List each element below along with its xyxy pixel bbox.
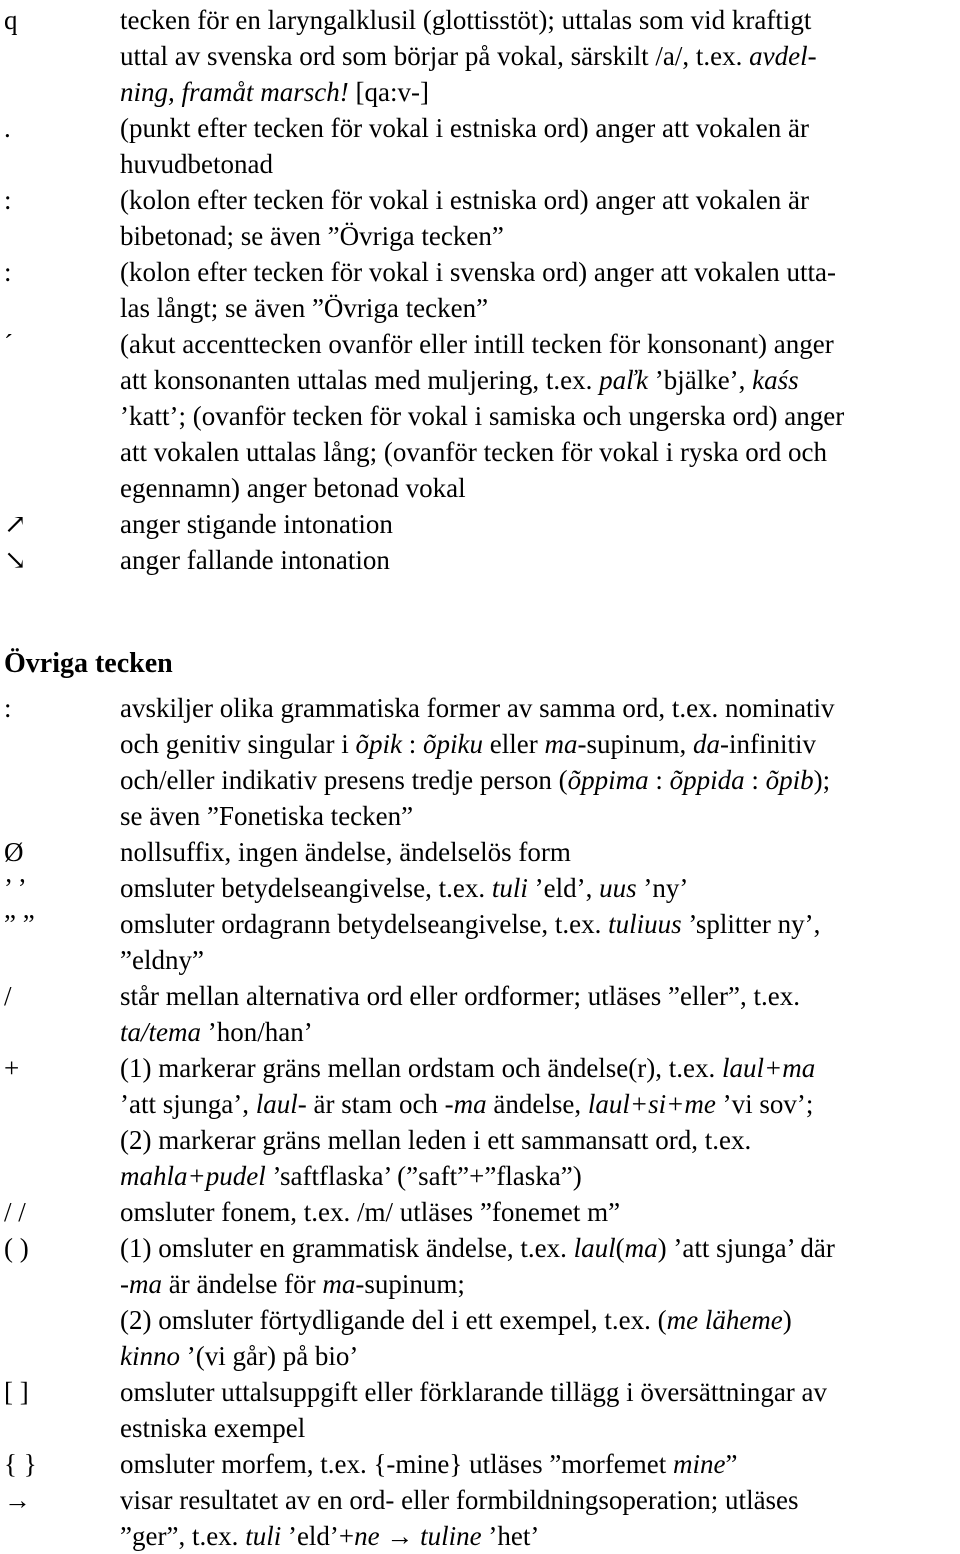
entry-definition xyxy=(120,690,950,834)
entry-definition xyxy=(120,834,950,870)
definition-line: ”ger”, t.ex. tuli ’eld’+ne → tuline ’het’ xyxy=(120,1521,540,1551)
entry-symbol: { } xyxy=(4,1449,37,1479)
definition-line: omsluter uttalsuppgift eller förklarande tillägg i översättningar av xyxy=(120,1377,828,1407)
entry-symbol: ↗ xyxy=(4,509,27,539)
entry-symbol: Ø xyxy=(4,837,24,867)
definition-line: står mellan alternativa ord eller ordformer; utläses ”eller”, t.ex. xyxy=(120,981,800,1011)
entry-definition xyxy=(120,1194,950,1230)
definition-line: ’att sjunga’, laul- är stam och -ma ändelse, laul+si+me ’vi sov’; xyxy=(120,1089,814,1119)
definition-line: (akut accenttecken ovanför eller intill tecken för konsonant) anger xyxy=(120,329,834,359)
entry-definition xyxy=(120,1230,950,1374)
definition-line: att vokalen uttalas lång; (ovanför tecken för vokal i ryska ord och xyxy=(120,437,828,467)
definition-line: anger stigande intonation xyxy=(120,509,393,539)
definition-line: ’katt’; (ovanför tecken för vokal i samiska och ungerska ord) anger xyxy=(120,401,845,431)
definition-line: ning, framåt marsch! [qa:v-] xyxy=(120,77,429,107)
section-heading: Övriga tecken xyxy=(4,648,173,679)
entry-definition xyxy=(120,506,950,542)
entry-definition xyxy=(120,1050,950,1194)
definition-line: -ma är ändelse för ma-supinum; xyxy=(120,1269,465,1299)
definition-line: att konsonanten uttalas med muljering, t.ex. paľk ’bjälke’, kaśs xyxy=(120,365,799,395)
definition-line: visar resultatet av en ord- eller formbildningsoperation; utläses xyxy=(120,1485,799,1515)
definition-line: omsluter betydelseangivelse, t.ex. tuli ’eld’, uus ’ny’ xyxy=(120,873,689,903)
definition-line: omsluter morfem, t.ex. {-mine} utläses ”morfemet mine” xyxy=(120,1449,738,1479)
entry-symbol: : xyxy=(4,693,12,723)
entry-definition xyxy=(120,254,950,326)
definition-line: bibetonad; se även ”Övriga tecken” xyxy=(120,221,504,251)
definition-line: (punkt efter tecken för vokal i estniska ord) anger att vokalen är xyxy=(120,113,809,143)
entry-definition xyxy=(120,1446,950,1482)
definition-line: kinno ’(vi går) på bio’ xyxy=(120,1341,359,1371)
definition-line: anger fallande intonation xyxy=(120,545,390,575)
definition-line: huvudbetonad xyxy=(120,149,273,179)
entry-symbol: ´ xyxy=(4,329,13,359)
entry-symbol: q xyxy=(4,5,18,35)
entry-symbol: ” ” xyxy=(4,909,35,939)
entry-definition xyxy=(120,542,950,578)
definition-line: omsluter fonem, t.ex. /m/ utläses ”fonemet m” xyxy=(120,1197,621,1227)
definition-line: omsluter ordagrann betydelseangivelse, t.ex. tuliuus ’splitter ny’, xyxy=(120,909,821,939)
entry-definition xyxy=(120,978,950,1050)
entry-definition xyxy=(120,182,950,254)
entry-definition xyxy=(120,110,950,182)
definition-line: mahla+pudel ’saftflaska’ (”saft”+”flaska”) xyxy=(120,1161,582,1191)
entry-definition xyxy=(120,906,950,978)
definition-line: (2) omsluter förtydligande del i ett exempel, t.ex. (me läheme) xyxy=(120,1305,792,1335)
entry-definition xyxy=(120,2,950,110)
definition-line: (1) omsluter en grammatisk ändelse, t.ex. laul(ma) ’att sjunga’ där xyxy=(120,1233,835,1263)
definition-line: och/eller indikativ presens tredje person (õppima : õppida : õpib); xyxy=(120,765,831,795)
entry-symbol: → xyxy=(4,1485,31,1515)
entry-symbol: ( ) xyxy=(4,1233,29,1263)
entry-symbol: : xyxy=(4,185,12,215)
definition-line: ta/tema ’hon/han’ xyxy=(120,1017,313,1047)
entry-definition xyxy=(120,1374,950,1446)
definition-line: las långt; se även ”Övriga tecken” xyxy=(120,293,489,323)
definition-line: egennamn) anger betonad vokal xyxy=(120,473,466,503)
definition-line: nollsuffix, ingen ändelse, ändelselös form xyxy=(120,837,571,867)
entry-symbol: [ ] xyxy=(4,1377,29,1407)
entry-symbol: + xyxy=(4,1053,20,1083)
definition-line: ”eldny” xyxy=(120,945,204,975)
entry-symbol: . xyxy=(4,113,11,143)
entry-symbol: : xyxy=(4,257,12,287)
definition-line: (kolon efter tecken för vokal i svenska ord) anger att vokalen utta- xyxy=(120,257,836,287)
entry-definition xyxy=(120,870,950,906)
entry-symbol: ↘ xyxy=(4,545,27,575)
definition-line: uttal av svenska ord som börjar på vokal, särskilt /a/, t.ex. avdel- xyxy=(120,41,817,71)
definition-line: (1) markerar gräns mellan ordstam och ändelse(r), t.ex. laul+ma xyxy=(120,1053,816,1083)
definition-line: och genitiv singular i õpik : õpiku eller ma-supinum, da-infinitiv xyxy=(120,729,816,759)
definition-line: (2) markerar gräns mellan leden i ett sammansatt ord, t.ex. xyxy=(120,1125,752,1155)
entry-definition xyxy=(120,1482,950,1554)
entry-symbol: ’ ’ xyxy=(4,873,27,903)
definition-line: (kolon efter tecken för vokal i estniska ord) anger att vokalen är xyxy=(120,185,809,215)
entry-symbol: / / xyxy=(4,1197,26,1227)
entry-definition xyxy=(120,326,950,506)
entry-symbol: / xyxy=(4,981,12,1011)
definition-line: estniska exempel xyxy=(120,1413,306,1443)
definition-line: tecken för en laryngalklusil (glottisstöt); uttalas som vid kraftigt xyxy=(120,5,812,35)
definition-line: avskiljer olika grammatiska former av samma ord, t.ex. nominativ xyxy=(120,693,835,723)
definition-line: se även ”Fonetiska tecken” xyxy=(120,801,414,831)
